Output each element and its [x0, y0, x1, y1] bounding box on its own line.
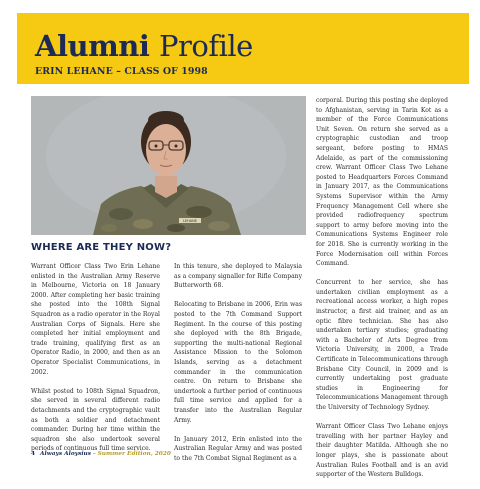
paragraph: Whilst posted to 108th Signal Squadron, she served in several different radio detachments and the cryptographic vault as both a soldier and detachment commander. During her time within the squadron she also undertook several periods of continuous full time service. — [31, 387, 160, 453]
footer-separator: – — [91, 451, 98, 457]
paragraph: Relocating to Brisbane in 2006, Erin was posted to the 7th Command Support Regiment. In the course of this posting she deployed with the 8th Brigade, supporting the multi-national Regional Assistance Mission to the Solomon Islands, serving as a detachment commander in the communication centre. On return to Brisbane she undertook a further period of continuous full time service and applied for a transfer into the Australian Regular Army. — [174, 301, 302, 424]
paragraph: corporal. During this posting she deployed to Afghanistan, serving in Tarin Kot as a member of the Force Communications Unit Seven. On return she served as a cryptographic custodian and troop sergeant, before posting to HMAS Adelaide, as part of the commissioning crew. Warrant Officer Class Two Lehane posted to Headquarters Forces Command in January 2017, as the Communications Systems Supervisor within the Army Frequency Management Cell where she provided radiofrequency spectrum support to army before moving into the Communications Systems Engineer role for 2018. She is currently working in the Force Modernisation cell within Forces Command. — [316, 97, 448, 268]
page-footer — [31, 451, 171, 457]
article-column-1 — [31, 262, 160, 463]
title-light: Profile — [159, 29, 253, 63]
name-tag: LEHANE — [182, 219, 198, 223]
article-column-3 — [316, 96, 448, 489]
page-title — [35, 30, 253, 62]
portrait-illustration — [31, 96, 306, 235]
header-banner — [17, 13, 469, 84]
paragraph: Concurrent to her service, she has undertaken civilian employment as a recreational access worker, a high ropes instructor, a first aid trainer, and as an optic fibre technician. She has also undertaken tertiary studies; graduating with a Bachelor of Arts Degree from Victoria University, in 2000, a Trade Certificate in Telecommunications through Brisbane City Council, in 2009 and is currently undertaking post graduate studies in Engineering for Telecommunications Management through the University of Technology Sydney. — [316, 279, 448, 411]
edition-label: Summer Edition, 2020 — [97, 451, 171, 457]
article-column-2 — [174, 262, 302, 473]
page-number: 4 — [31, 451, 36, 457]
paragraph: In January 2012, Erin enlisted into the Australian Regular Army and was posted to the 7th Combat Signal Regiment as a — [174, 435, 302, 462]
paragraph: Warrant Officer Class Two Erin Lehane enlisted in the Australian Army Reserve in Melbourne, Victoria on 18 January 2000. After completing her basic training she posted into the 108th Signal Squadron as a radio operator in the Royal Australian Corps of Signals. Here she completed her initial employment and trade training, qualifying first as an Operator Radio, in 2000, and then as an Operator Specialist Communications, in 2002. — [31, 263, 160, 376]
paragraph: In this tenure, she deployed to Malaysia as a company signaller for Rifle Company Butterworth 68. — [174, 263, 302, 290]
magazine-name: Always Aloysius — [40, 451, 92, 457]
section-heading: WHERE ARE THEY NOW? — [31, 242, 172, 253]
title-bold: Alumni — [35, 29, 150, 63]
page-subtitle: ERIN LEHANE – CLASS OF 1998 — [35, 66, 208, 77]
portrait-photo — [31, 96, 306, 235]
paragraph: Warrant Officer Class Two Lehane enjoys travelling with her partner Hayley and their daughter Matilda. Although she no longer plays, she is passionate about Australian Rules Football and is an avid supporter of the Western Bulldogs. — [316, 423, 448, 479]
